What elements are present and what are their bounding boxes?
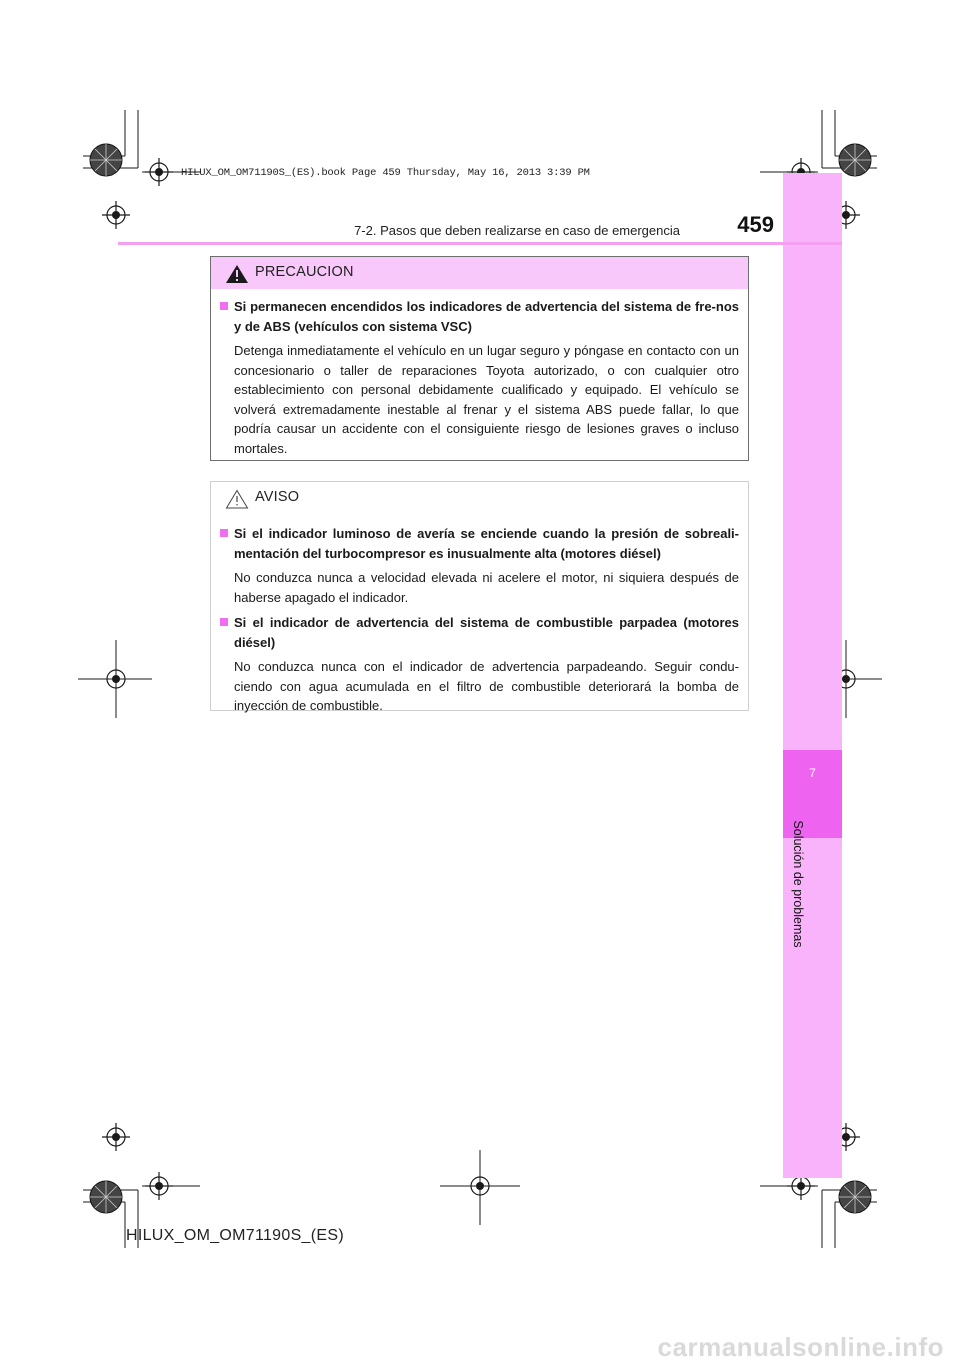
notice-panel [210,481,749,711]
book-stamp: HILUX_OM_OM71190S_(ES).book Page 459 Thursday, May 16, 2013 3:39 PM [181,167,590,179]
chapter-title: Solución de problemas [791,820,805,948]
notice-item-heading: Si el indicador de advertencia del sistema de combustible parpadea (motores diésel) [234,615,739,650]
notice-item [220,524,739,607]
warning-triangle-icon [225,264,249,284]
notice-triangle-icon [225,489,249,509]
square-bullet-icon [220,302,228,310]
caution-item [220,297,739,458]
caution-header [211,257,748,289]
notice-header [211,482,748,514]
manual-code: HILUX_OM_OM71190S_(ES) [126,1227,344,1244]
caution-item-text: Detenga inmediatamente el vehículo en un lugar seguro y póngase en contacto con un concesionario o taller de reparaciones Toyota autorizado, o con cualquier otro establecimiento con personal debidamente cualificado y equipado. El vehículo se volverá extremadamente inestable al frenar y el sistema ABS puede fallar, lo que podría causar un accidente con el consiguiente riesgo de lesiones graves o incluso mortales. [234,343,739,456]
notice-title: AVISO [255,489,300,505]
notice-item [220,613,739,716]
watermark-text: carmanualsonline.info [657,1332,944,1362]
notice-item-text: No conduzca nunca a velocidad elevada ni acelere el motor, ni siquiera después de haberse apagado el indicador. [234,570,739,605]
page-number: 459 [737,212,774,237]
caution-body [220,297,739,464]
chapter-number: 7 [809,766,816,780]
caution-panel [210,256,749,461]
notice-item-text: No conduzca nunca con el indicador de advertencia parpadeando. Seguir condu-ciendo con agua acumulada en el filtro de combustible deteriorará la bomba de inyección de combustible. [234,659,739,713]
notice-body [220,524,739,722]
chapter-sidebar [783,173,842,1178]
section-header: 7-2. Pasos que deben realizarse en caso de emergencia [354,223,680,238]
square-bullet-icon [220,618,228,626]
caution-title: PRECAUCION [255,264,354,280]
watermark [0,1330,960,1362]
caution-item-heading: Si permanecen encendidos los indicadores de advertencia del sistema de fre-nos y de ABS (vehículos con sistema VSC) [234,299,739,334]
notice-item-heading: Si el indicador luminoso de avería se enciende cuando la presión de sobreali-mentación del turbocompresor es inusualmente alta (motores diésel) [234,526,739,561]
header-rule [118,242,842,245]
square-bullet-icon [220,529,228,537]
